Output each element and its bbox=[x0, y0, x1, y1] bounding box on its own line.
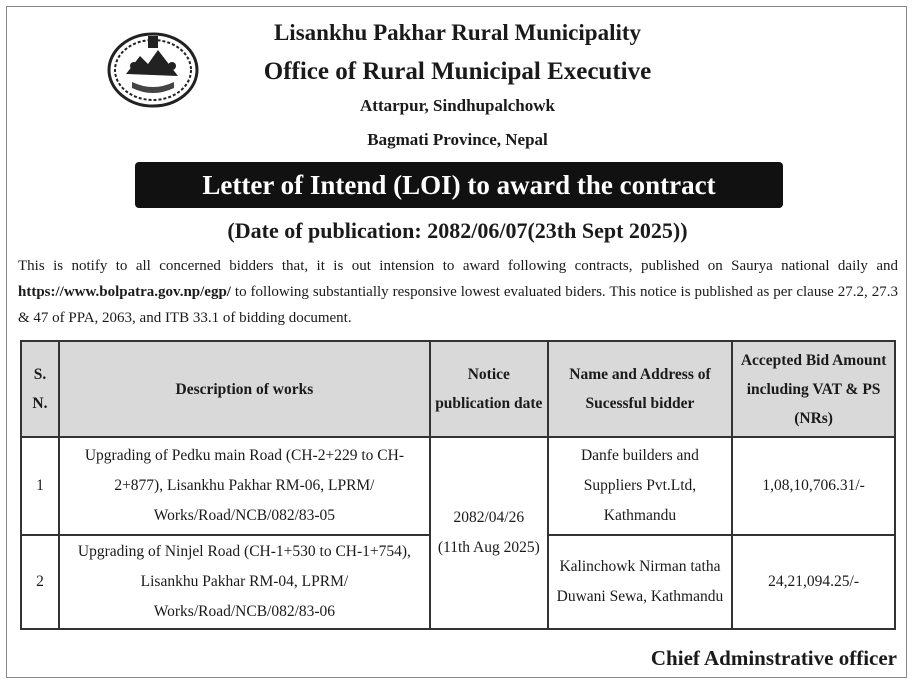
header-amount: Accepted Bid Amount including VAT & PS (NRs) bbox=[732, 341, 895, 437]
row-bidder: Kalinchowk Nirman tatha Duwani Sewa, Kathmandu bbox=[548, 535, 732, 629]
header-description: Description of works bbox=[59, 341, 430, 437]
row-amount: 24,21,094.25/- bbox=[732, 535, 895, 629]
office-province: Bagmati Province, Nepal bbox=[367, 130, 548, 149]
header-bidder: Name and Address of Sucessful bidder bbox=[548, 341, 732, 437]
row-description: Upgrading of Ninjel Road (CH-1+530 to CH-1+754), Lisankhu Pakhar RM-04, LPRM/ Works/Road/NCB/082/83-06 bbox=[59, 535, 430, 629]
row-amount: 1,08,10,706.31/- bbox=[732, 437, 895, 535]
bolpatra-link[interactable]: https://www.bolpatra.gov.np/egp/ bbox=[18, 284, 231, 300]
intro-text-start: This is notify to all concerned bidders that, it is out intension to award following contracts, published on Saurya national daily and bbox=[18, 258, 898, 274]
office-address: Attarpur, Sindhupalchowk bbox=[360, 96, 555, 115]
table-header-row bbox=[21, 341, 895, 437]
intro-paragraph bbox=[18, 253, 898, 331]
municipality-name: Lisankhu Pakhar Rural Municipality bbox=[273, 20, 642, 45]
row-description: Upgrading of Pedku main Road (CH-2+229 to CH-2+877), Lisankhu Pakhar RM-06, LPRM/ Works/Road/NCB/082/83-05 bbox=[59, 437, 430, 535]
row-sn: 2 bbox=[21, 535, 59, 629]
table-row bbox=[21, 437, 895, 535]
signature-title: Chief Adminstrative officer bbox=[650, 646, 897, 670]
row-notice-date: 2082/04/26 (11th Aug 2025) bbox=[430, 437, 548, 629]
header-sn: S. N. bbox=[21, 341, 59, 437]
office-name: Office of Rural Municipal Executive bbox=[263, 58, 652, 85]
row-sn: 1 bbox=[21, 437, 59, 535]
publication-date: (Date of publication: 2082/06/07(23th Sept 2025)) bbox=[227, 218, 688, 243]
intro-text-end: to following substantially responsive lowest evaluated biders. This notice is published as per clause 27.2, 27.3 & 47 of PPA, 2063, and ITB 33.1 of bidding document. bbox=[18, 284, 898, 326]
notice-title: Letter of Intend (LOI) to award the contract bbox=[135, 162, 783, 208]
header-notice-date: Notice publication date bbox=[430, 341, 548, 437]
contracts-table bbox=[20, 340, 896, 630]
row-bidder: Danfe builders and Suppliers Pvt.Ltd, Kathmandu bbox=[548, 437, 732, 535]
